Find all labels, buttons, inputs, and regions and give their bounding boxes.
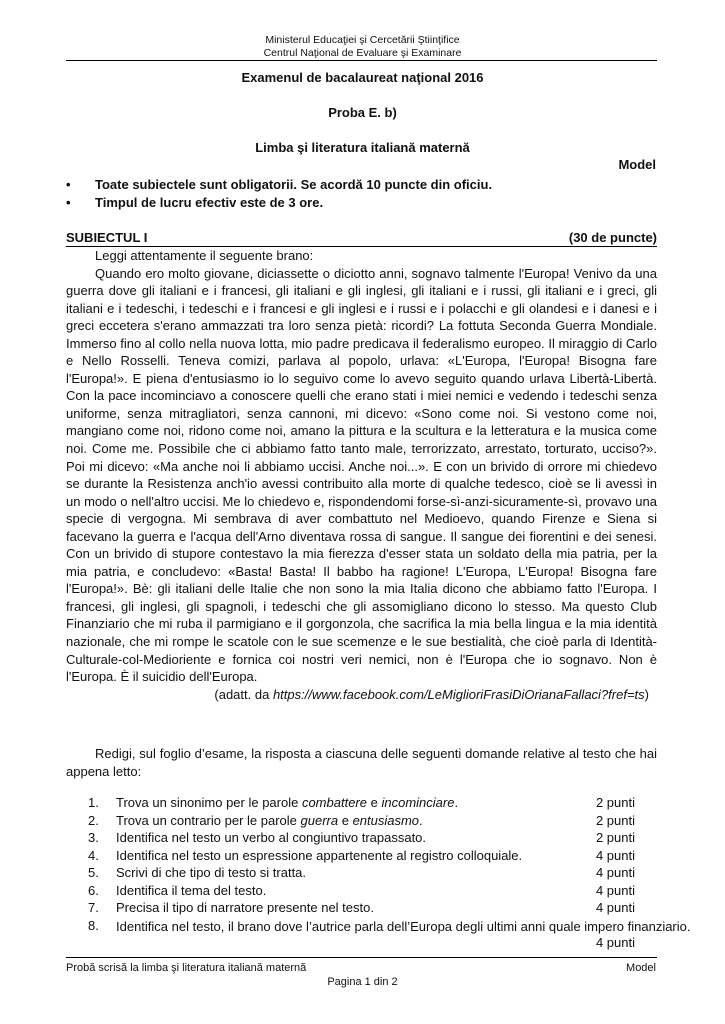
bullet-dot-icon: •: [66, 195, 71, 210]
question-text-part: .: [454, 795, 459, 810]
question-number: 5.: [88, 865, 99, 880]
question-item: [66, 900, 657, 918]
question-text-part: Trova un sinonimo per le parole: [116, 795, 302, 810]
source-url: https://www.facebook.com/LeMiglioriFrasiDiOrianaFallaci?fref=ts: [272, 686, 645, 702]
question-number: 3.: [88, 830, 99, 845]
footer-model: Model: [626, 962, 656, 974]
passage-text: Quando ero molto giovane, diciassette o diciotto anni, sognavo talmente l'Europa! Venivo da una guerra dove gli italiani e i francesi, gli italiani e gli inglesi, gli italiani e i russi, gli italiani e i greci, gli italiani e i tedeschi, i tedeschi e i francesi e gli inglesi e i russi e i polacchi e gli olandesi e i danesi e i greci eccetera s'erano ammazzati tra loro senza pietà: ricordi? La fottuta Seconda Guerra Mondiale. Immerso fino al collo nella nuova lotta, mio padre predicava il federalismo europeo. Il miraggio di Carlo e Nello Rosselli. Teneva comizi, parlava al popolo, urlava: «L'Europa, l'Europa! Bisogna fare l'Europa!». E piena d'entusiasmo io lo seguivo come lo avevo seguito quando urlava Libertà-Libertà. Con la pace incominciavo a conoscere quelli che erano stati i miei nemici e vedendo i tedeschi senza uniforme, senza mitragliatori, senza cannoni, mi dicevo: «Sono come noi. Si vestono come noi, mangiano come noi, ridono come noi, amano la pittura e la scultura e la letteratura e la musica come noi. Come me. Possibile che ci abbiamo fatto tanto male, terrorizzato, arrestato, torturato, ucciso?». Poi mi dicevo: «Ma anche noi li abbiamo uccisi. Anche noi...». E con un brivido di orrore mi chiedevo se durante la Resistenza anch'io avessi contribuito alla morte di qualche tedesco, cioè se li avessi in un modo o nell'altro uccisi. Me lo chiedevo e, rispondendomi forse-sì-anzi-sicuramente-sì, provavo una specie di vergogna. Mi sembrava di aver combattuto nel Medioevo, quando Firenze e Siena si facevano la guerra e l'acqua dell'Arno diventava rossa di sangue. Il sangue dei fiorentini e dei senesi. Con un brivido di stupore contestavo la mia fierezza d'esser stata un soldato della mia patria, per la mia patria, e concludevo: «Basta! Basta! Il babbo ha ragione! L'Europa, L'Europa! Bisogna fare l'Europa!». Bè: gli italiani delle Italie che non sono la mia Italia dicono che abbiamo fatto l'Europa. I francesi, gli inglesi, gli spagnoli, i tedeschi che gli assomigliano dicono lo stesso. Ma questo Club Finanziario che mi ruba il parmigiano e il gorgonzola, che sacrifica la mia bella lingua e la mia identità nazionale, che mi rompe le scatole con le sue scemenze e le sue bestialità, che cioè parla di Identità-Culturale-col-Medioriente e fornica coi nostri veri nemici, non è l'Europa che io sognavo. Non è l'Europa. È il suicidio dell'Europa.: [66, 265, 657, 685]
question-text: Identifica nel testo, il brano dove l’autrice parla dell’Europa degli ultimi anni quale impero finanziario.: [116, 918, 691, 934]
question-italic-word: entusiasmo: [352, 812, 420, 828]
reading-section: [66, 247, 657, 703]
question-text: Identifica il tema del testo.: [116, 882, 267, 898]
source-prefix: (adatt. da: [214, 686, 273, 702]
question-points: 2 punti: [595, 830, 635, 845]
header-divider: [66, 60, 657, 61]
question-points: 4 punti: [595, 847, 635, 863]
question-item: [66, 865, 657, 883]
question-points: 2 punti: [595, 812, 635, 828]
task-instruction: Redigi, sul foglio d’esame, la risposta a ciascuna delle seguenti domande relative al testo che hai appena letto:: [66, 746, 657, 779]
question-text: [116, 813, 423, 828]
question-number: 8.: [88, 917, 99, 933]
question-text: [116, 795, 458, 810]
question-points: 4 punti: [595, 865, 635, 880]
question-item: [66, 883, 657, 901]
question-item: [66, 848, 657, 866]
center-name: Centrul Naţional de Evaluare şi Examinare: [263, 47, 462, 59]
page-number: Pagina 1 din 2: [327, 976, 398, 988]
question-text-part: Trova un contrario per le parole: [116, 812, 301, 828]
question-item: [66, 830, 657, 848]
document-header: [0, 34, 725, 60]
question-italic-word: combattere: [301, 795, 367, 810]
task-section: [66, 745, 657, 780]
question-text: Identifica nel testo un verbo al congiuntivo trapassato.: [116, 830, 427, 845]
ministry-name: Ministerul Educaţiei şi Cercetării Ştiinţifice: [265, 34, 460, 46]
section-points: (30 de puncte): [568, 230, 657, 245]
question-points: 4 punti: [595, 882, 635, 898]
question-text-part: .: [419, 812, 423, 828]
reading-instruction: Leggi attentamente il seguente brano:: [95, 248, 314, 263]
question-number: 7.: [88, 900, 99, 915]
question-list: [66, 795, 691, 953]
question-italic-word: incominciare: [381, 795, 455, 810]
question-text: Identifica nel testo un espressione appartenente al registro colloquiale.: [116, 847, 523, 863]
question-points: 4 punti: [595, 900, 635, 915]
question-item: [66, 917, 691, 953]
proba-label: Proba E. b): [328, 105, 397, 120]
passage-source: [66, 686, 657, 704]
question-text: Scrivi di che tipo di testo si tratta.: [116, 865, 307, 880]
subject-title: Limba şi literatura italiană maternă: [255, 140, 470, 155]
section-title: SUBIECTUL I: [66, 230, 148, 245]
question-points: 4 punti: [595, 935, 635, 950]
bullet-text: Toate subiectele sunt obligatorii. Se acordă 10 puncte din oficiu.: [95, 177, 493, 192]
question-text: Precisa il tipo di narratore presente nel testo.: [116, 900, 374, 915]
question-number: 1.: [88, 795, 99, 810]
question-text-part: e: [367, 795, 382, 810]
bullet-dot-icon: •: [66, 177, 71, 192]
model-label: Model: [618, 157, 656, 172]
question-number: 6.: [88, 882, 99, 898]
question-item: [66, 813, 657, 831]
question-italic-word: guerra: [300, 812, 339, 828]
footer-exam-name: Probă scrisă la limba şi literatura italiană maternă: [66, 962, 307, 974]
footer-divider: [66, 957, 657, 958]
source-suffix: ): [644, 686, 649, 702]
section-heading: [66, 230, 657, 247]
question-points: 2 punti: [595, 795, 635, 810]
bullet-text: Timpul de lucru efectiv este de 3 ore.: [95, 195, 324, 210]
question-number: 4.: [88, 847, 99, 863]
exam-title: Examenul de bacalaureat naţional 2016: [241, 70, 484, 85]
question-item: [66, 795, 657, 813]
question-number: 2.: [88, 812, 99, 828]
question-text-part: e: [338, 812, 353, 828]
